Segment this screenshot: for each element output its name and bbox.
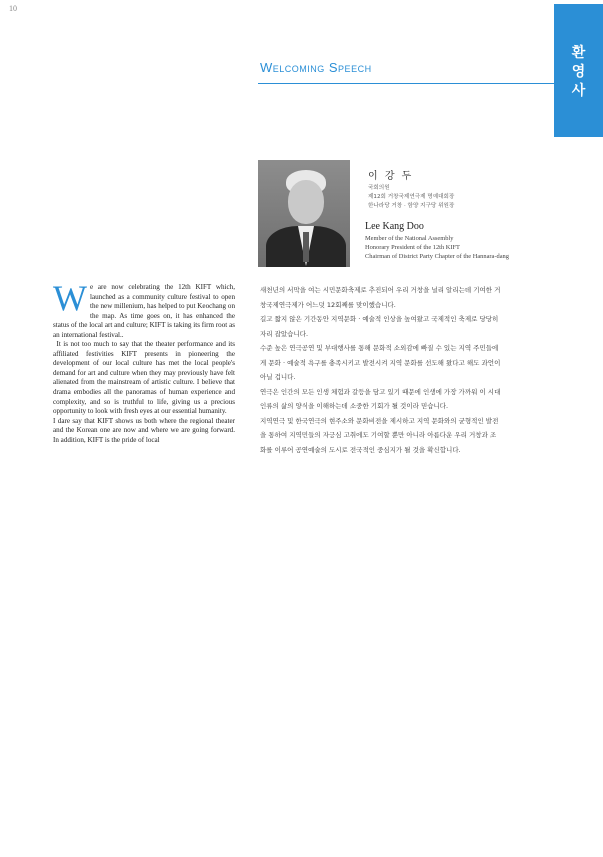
korean-title-line: 국회의원 (368, 185, 390, 191)
korean-name: 이 강 두 (368, 171, 414, 182)
drop-cap: W (53, 283, 87, 318)
korean-speech (260, 283, 502, 457)
section-tab-char: 영 (571, 64, 586, 80)
english-paragraph: It is not too much to say that the theater performance and its affiliated festivities KIFT presents in pioneering the development of our local culture has met the local people's demand for art and culture when they may previously have felt alienated from the mainstream of artistic culture. I believe that drama embodies all the panoramas of human experience and complexity, and so is truthful to life, giving us a precious opportunity to look with fresh eyes at our essential humanity. (53, 340, 235, 416)
english-title-line: Honorary President of the 12th KIFT (365, 244, 460, 251)
english-paragraph: e are now celebrating the 12th KIFT which, launched as a community culture festival to open the new millenium, has helped to put Keochang on the map. As time goes on, it has enhanced the status of the local art and culture; KIFT is taking its firm root as an international festival.. (53, 283, 235, 339)
korean-paragraph: 수준 높은 연극공연 및 부대행사를 통해 문화적 소외감에 빠질 수 있는 지역 주민들에게 문화 · 예술적 욕구를 충족시키고 발전시켜 지역 문화를 선도해 왔다고 해도 과언이 아닐 겁니다. (260, 344, 501, 381)
portrait-face (288, 180, 324, 224)
portrait-tie (303, 232, 309, 262)
english-title-line: Chairman of District Party Chapter of the Hannara-dang (365, 253, 509, 260)
korean-paragraph: 연극은 인간의 모든 인생 체험과 갈등을 담고 있기 때문에 인생에 가장 가까워 이 시대 인류의 삶의 양식을 이해하는데 소중한 기회가 될 것이라 믿습니다. (260, 387, 501, 410)
english-titles (365, 234, 509, 261)
korean-title-line: 한나라당 거창 · 함양 지구당 위원장 (368, 203, 455, 209)
english-name: Lee Kang Doo (365, 221, 424, 232)
section-tab (554, 4, 603, 137)
section-heading: Welcoming Speech (260, 60, 372, 75)
english-title-line: Member of the National Assembly (365, 235, 454, 242)
english-speech (53, 283, 235, 480)
korean-paragraph: 길고 짧지 않은 기간동안 지역문화 · 예술적 인상을 높여왔고 국제적인 축제로 당당히 자리 잡았습니다. (260, 315, 499, 338)
page-number: 10 (9, 4, 17, 13)
section-tab-char: 환 (571, 45, 586, 61)
heading-rule (258, 83, 554, 84)
korean-title-line: 제12회 거창국제연극제 명예대회장 (368, 194, 455, 200)
korean-titles (368, 184, 454, 211)
english-paragraph: I dare say that KIFT shows us both where the regional theater and the Korean one are now and where we are going forward. In addition, KIFT is the pride of local (53, 416, 235, 444)
section-tab-char: 사 (571, 83, 586, 99)
portrait-photo (258, 160, 350, 267)
korean-paragraph: 지역연극 및 한국연극의 현주소와 문화비전을 제시하고 지역 문화와의 균형적인 발전을 통하여 지역민들의 자긍심 고취에도 기여할 뿐만 아니라 아름다운 우리 거창과 조화를 이루어 공연예술의 도시로 전국적인 중심지가 될 것을 확신합니다. (260, 416, 499, 454)
korean-paragraph: 새천년의 서막을 여는 시민문화축제로 추진되어 우리 거창을 널리 알리는데 기여한 거창국제연극제가 어느덧 12회째를 맞이했습니다. (260, 286, 501, 309)
